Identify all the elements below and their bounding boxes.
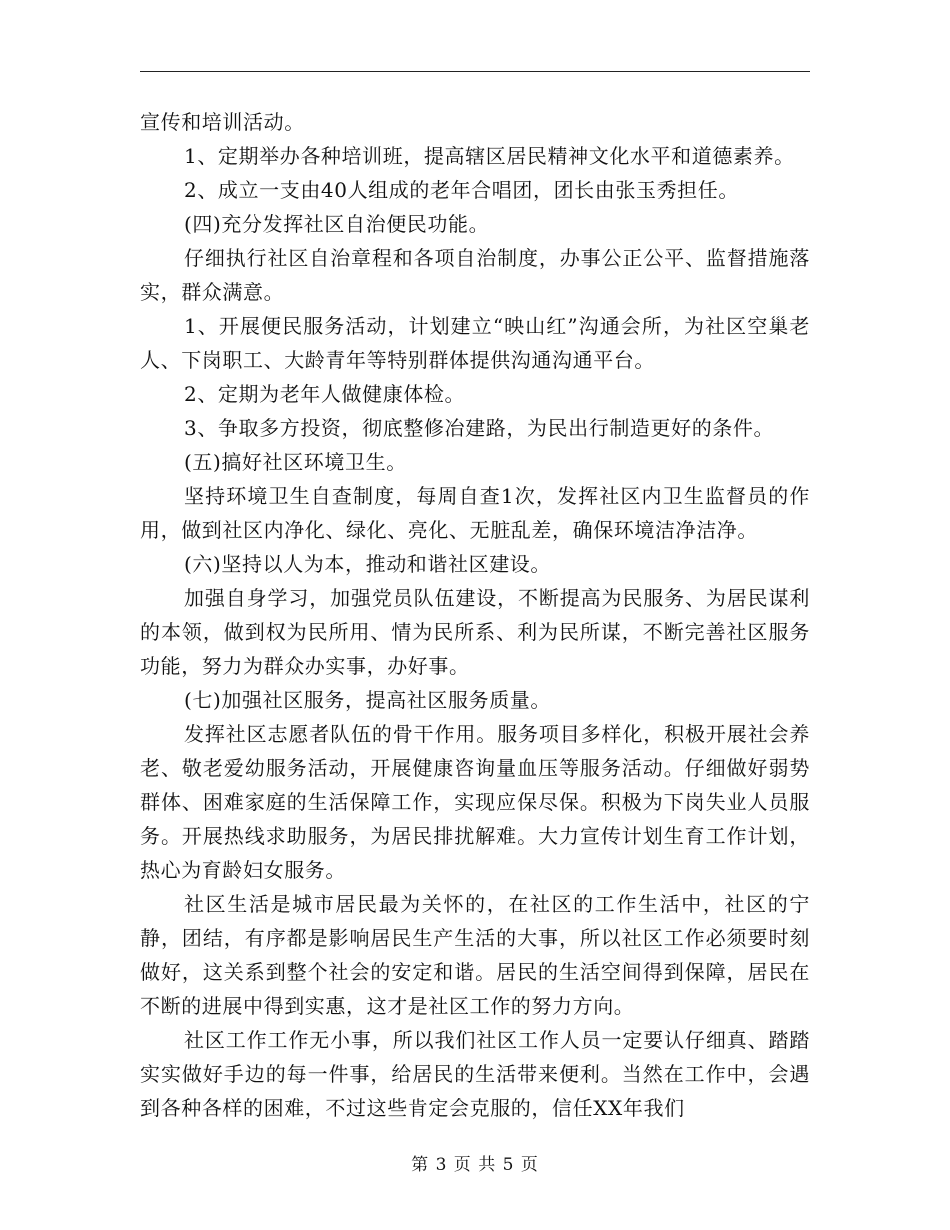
paragraph: 社区生活是城市居民最为关怀的，在社区的工作生活中，社区的宁静，团结，有序都是影响居民生产生活的大事，所以社区工作必须要时刻做好，这关系到整个社会的安定和谐。居民的生活空间得到保障，居民在不断的进展中得到实惠，这才是社区工作的努力方向。	[140, 892, 810, 1018]
paragraph: 3、争取多方投资，彻底整修冶建路，为民出行制造更好的条件。	[184, 416, 775, 440]
section-heading: (五)搞好社区环境卫生。	[184, 450, 407, 474]
paragraph: 1、定期举办各种培训班，提高辖区居民精神文化水平和道德素养。	[184, 144, 795, 168]
page-number: 第 3 页 共 5 页	[411, 1155, 539, 1175]
paragraph: 1、开展便民服务活动，计划建立“映山红”沟通会所，为社区空巢老人、下岗职工、大龄青年等特别群体提供沟通沟通平台。	[140, 314, 810, 372]
paragraph: 发挥社区志愿者队伍的骨干作用。服务项目多样化，积极开展社会养老、敬老爱幼服务活动，开展健康咨询量血压等服务活动。仔细做好弱势群体、困难家庭的生活保障工作，实现应保尽保。积极为下岗失业人员服务。开展热线求助服务，为居民排扰解难。大力宣传计划生育工作计划，热心为育龄妇女服务。	[140, 722, 810, 882]
paragraph: 2、成立一支由40人组成的老年合唱团，团长由张玉秀担任。	[184, 178, 739, 202]
paragraph: 加强自身学习，加强党员队伍建设，不断提高为民服务、为居民谋利的本领，做到权为民所用、情为民所系、利为民所谋，不断完善社区服务功能，努力为群众办实事，办好事。	[140, 586, 810, 678]
header-rule	[140, 71, 810, 72]
paragraph: 坚持环境卫生自查制度，每周自查1次，发挥社区内卫生监督员的作用，做到社区内净化、绿化、亮化、无脏乱差，确保环境洁净洁净。	[140, 484, 810, 542]
paragraph: 宣传和培训活动。	[140, 110, 305, 134]
section-heading: (四)充分发挥社区自治便民功能。	[184, 212, 490, 236]
paragraph: 2、定期为老年人做健康体检。	[184, 382, 466, 406]
paragraph: 社区工作工作无小事，所以我们社区工作人员一定要认仔细真、踏踏实实做好手边的每一件事，给居民的生活带来便利。当然在工作中，会遇到各种各样的困难，不过这些肯定会克服的，信任XX年我们	[140, 1028, 810, 1120]
document-body	[140, 105, 810, 1125]
paragraph: 仔细执行社区自治章程和各项自治制度，办事公正公平、监督措施落实，群众满意。	[140, 246, 810, 304]
section-heading: (六)坚持以人为本，推动和谐社区建设。	[184, 552, 552, 576]
section-heading: (七)加强社区服务，提高社区服务质量。	[184, 688, 552, 712]
